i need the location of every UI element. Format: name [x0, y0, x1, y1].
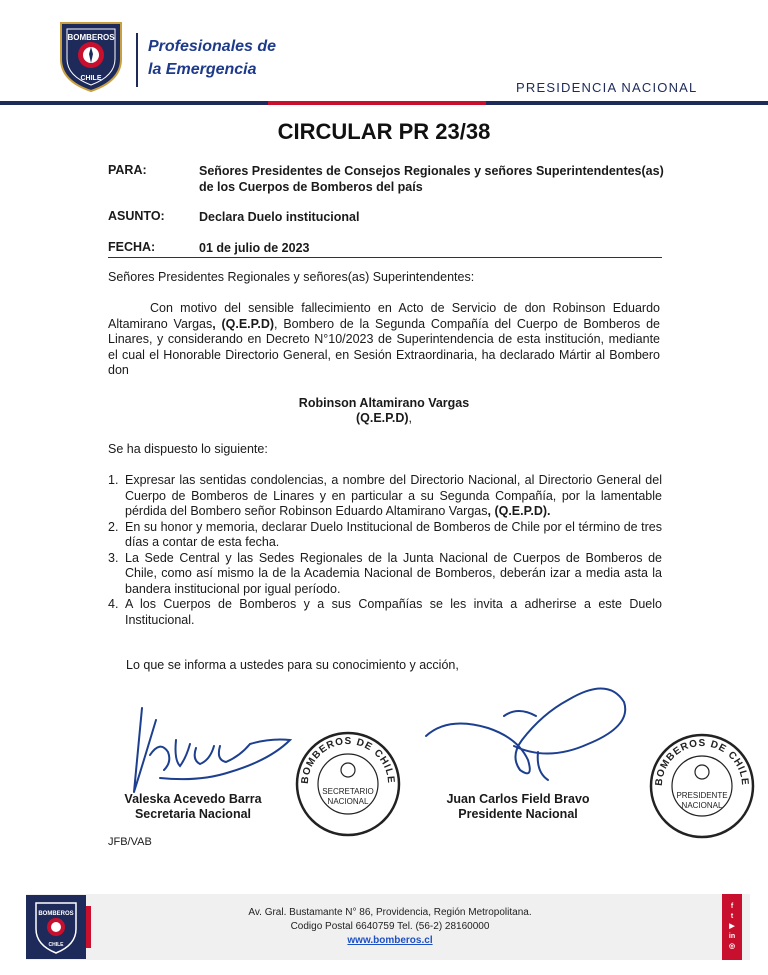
- logo-text-bottom: CHILE: [80, 75, 102, 82]
- fecha-value: 01 de julio de 2023: [199, 241, 310, 255]
- signatory-2-title: Presidente Nacional: [458, 807, 578, 821]
- item-number: 4.: [108, 597, 119, 611]
- tagline-line2: la Emergencia: [148, 61, 257, 78]
- header-bar-accent: [268, 101, 486, 105]
- office-label: PRESIDENCIA NACIONAL: [516, 80, 698, 95]
- document-title: CIRCULAR PR 23/38: [277, 119, 491, 144]
- signatory-1-name: Valeska Acevedo Barra: [124, 792, 262, 806]
- seal-1-line-2: NACIONAL: [327, 797, 369, 806]
- asunto-value: Declara Duelo institucional: [199, 210, 360, 224]
- honoree-name: Robinson Altamirano Vargas: [298, 396, 470, 410]
- honoree-qepd-line: [0, 411, 768, 425]
- intro-qepd: , (Q.E.P.D): [212, 316, 275, 331]
- seal-2-line-2: NACIONAL: [681, 801, 723, 810]
- item-number: 3.: [108, 550, 119, 565]
- dispuesto-line: Se ha dispuesto lo siguiente:: [108, 442, 268, 456]
- seal-2-line-1: PRESIDENTE: [676, 791, 728, 800]
- seal-secretario: [294, 730, 402, 838]
- directives-list: [108, 473, 662, 628]
- footer-logo-text-bottom: CHILE: [48, 942, 64, 948]
- footer-address: Av. Gral. Bustamante N° 86, Providencia, Región Metropolitana.: [248, 907, 532, 918]
- fecha-label: FECHA:: [108, 240, 156, 254]
- seal-1-line-1: SECRETARIO: [322, 787, 374, 796]
- footer-accent-bar: [86, 906, 91, 948]
- fields-divider: [108, 257, 662, 258]
- closing-line: Lo que se informa a ustedes para su conocimiento y acción,: [126, 658, 459, 672]
- footer-logo-text-top: BOMBEROS: [38, 911, 74, 917]
- list-item: [108, 597, 662, 628]
- honoree-comma: ,: [408, 411, 413, 425]
- intro-paragraph: [108, 301, 660, 379]
- para-label: PARA:: [108, 163, 147, 177]
- footer-social-bar: [722, 894, 742, 960]
- item-text: Expresar las sentidas condolencias, a nombre del Directorio Nacional, al Directorio General del Cuerpo de Bomberos de Linares y en particular a su Segunda Compañía, por la lamentable pérdida del Bombero señor Robinson Eduardo Altamirano Vargas: [125, 473, 662, 518]
- seal-2-arc-text: BOMBEROS DE CHILE: [653, 737, 751, 787]
- list-item: [108, 551, 662, 598]
- footer-contact: Codigo Postal 6640759 Tel. (56-2) 28160000: [290, 921, 490, 932]
- seal-presidente: [648, 732, 756, 840]
- header-divider: [136, 33, 138, 87]
- signature-2-scribble: [418, 676, 638, 796]
- item-text: En su honor y memoria, declarar Duelo Institucional de Bomberos de Chile por el término de tres días a contar de esta fecha.: [125, 519, 662, 549]
- bomberos-logo: [57, 19, 125, 93]
- list-item: [108, 520, 662, 551]
- signatory-2-name: Juan Carlos Field Bravo: [446, 792, 590, 806]
- intro-text-1: Con motivo del sensible fallecimiento en Acto de Servicio de don Robinson Eduardo Altamirano Vargas: [108, 301, 660, 331]
- tagline-line1: Profesionales de: [148, 38, 277, 55]
- instagram-icon[interactable]: ◎: [728, 943, 736, 950]
- salutation: Señores Presidentes Regionales y señores(as) Superintendentes:: [108, 270, 475, 284]
- footer-logo: [26, 895, 86, 959]
- initials: JFB/VAB: [108, 836, 152, 848]
- item-number: 1.: [108, 473, 119, 487]
- logo-text-top: BOMBEROS: [67, 33, 115, 42]
- signatory-1-title: Secretaria Nacional: [134, 807, 252, 821]
- honoree-qepd: (Q.E.P.D): [355, 411, 409, 425]
- twitter-icon[interactable]: t: [730, 913, 734, 920]
- asunto-label: ASUNTO:: [108, 209, 165, 223]
- para-value: Señores Presidentes de Consejos Regionales y señores Superintendentes(as) de los Cuerpos de Bomberos del país: [199, 164, 664, 194]
- signature-1-scribble: [120, 700, 310, 800]
- list-item: [108, 473, 662, 520]
- item-bold: , (Q.E.P.D).: [487, 504, 551, 518]
- intro-text-2: , Bombero de la Segunda Compañía del Cuerpo de Bomberos de Linares, y considerando en Decreto N°10/2023 de Superintendencia de esta institución, mediante el cual el Honorable Directorio General, en Sesión Extraordinaria, ha declarado Mártir al Bombero don: [108, 316, 660, 377]
- item-text: A los Cuerpos de Bomberos y a sus Compañías se les invita a adherirse a este Duelo Institucional.: [125, 597, 662, 627]
- seal-1-arc-text: BOMBEROS DE CHILE: [299, 735, 397, 785]
- item-number: 2.: [108, 519, 119, 534]
- facebook-icon[interactable]: f: [730, 903, 734, 910]
- youtube-icon[interactable]: ▶: [729, 923, 735, 930]
- item-text: La Sede Central y las Sedes Regionales de la Junta Nacional de Cuerpos de Bomberos de Chile, como así mismo la de la Academia Nacional de Bomberos, deberán izar a media asta la bandera institucional por igual período.: [125, 550, 662, 596]
- linkedin-icon[interactable]: in: [728, 933, 736, 940]
- footer-website-link[interactable]: www.bomberos.cl: [347, 935, 433, 946]
